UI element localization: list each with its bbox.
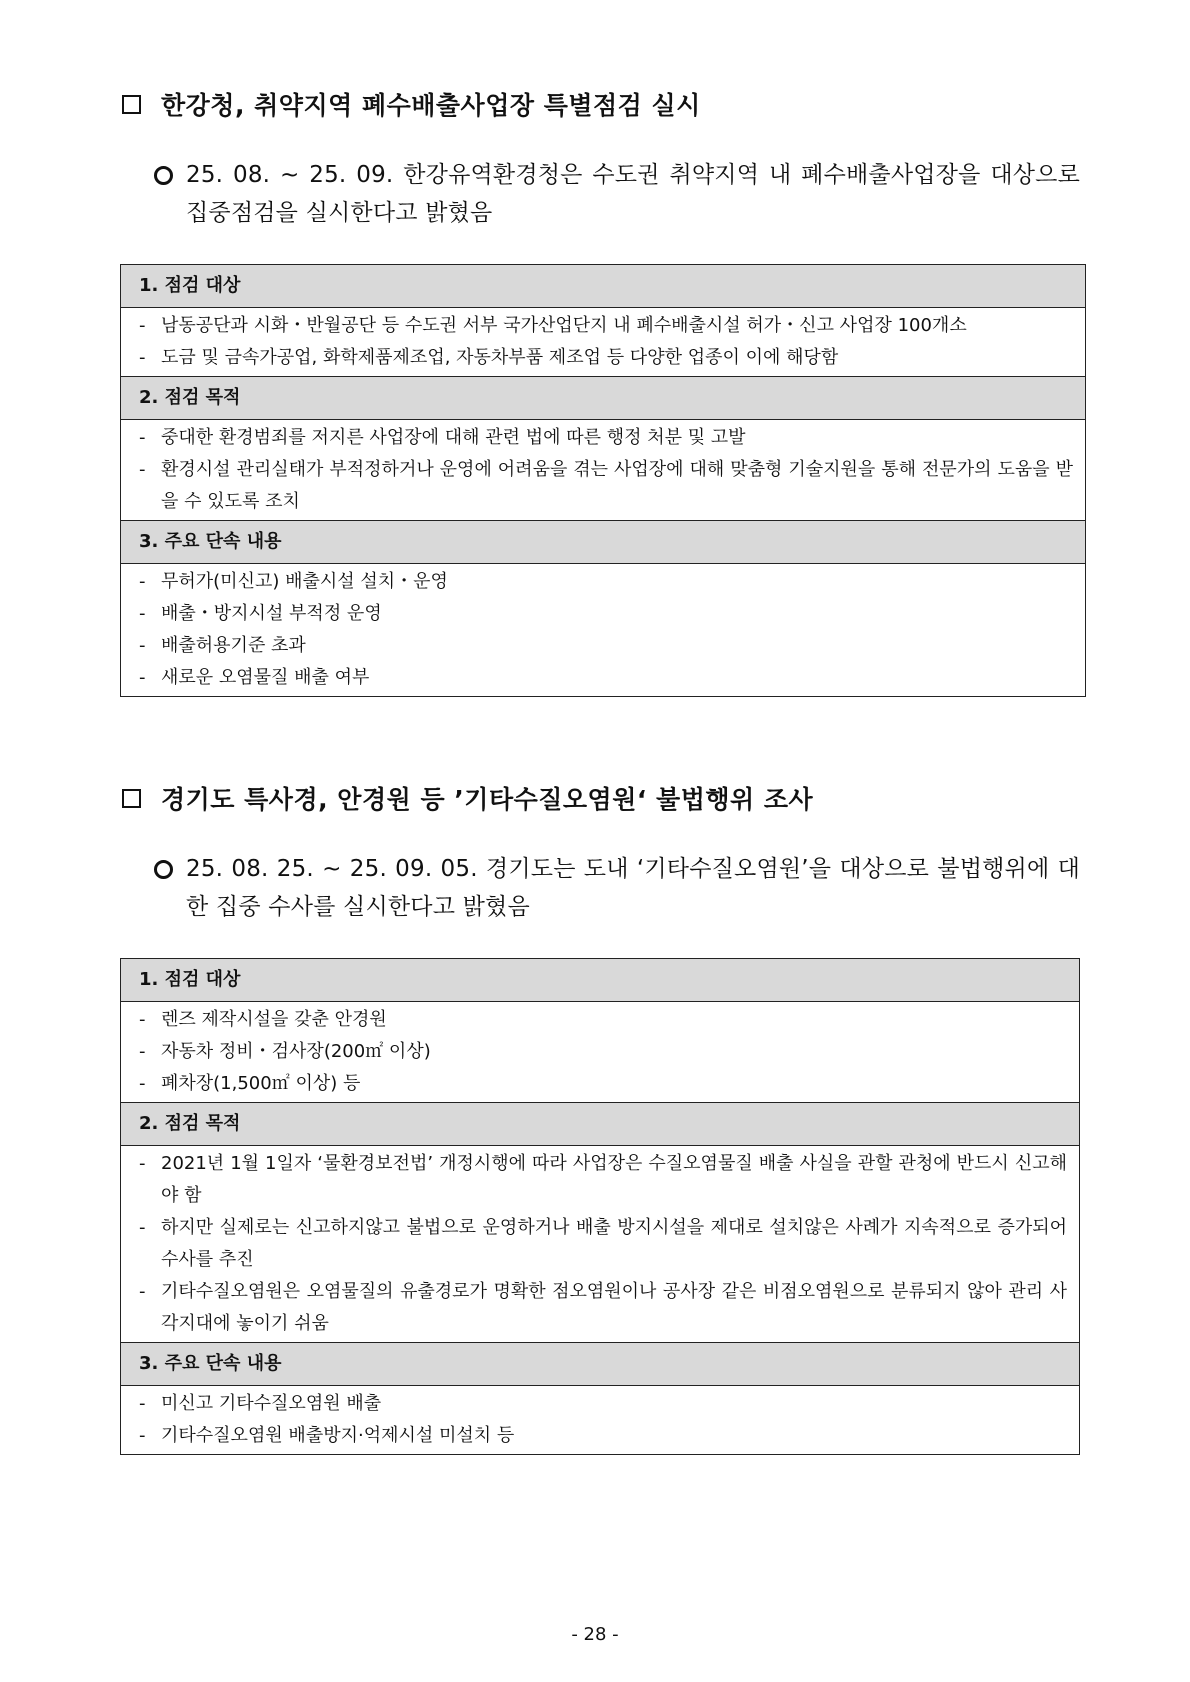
list-item: - 새로운 오염물질 배출 여부 [139, 667, 370, 688]
list-item-text: 기타수질오염원 배출방지·억제시설 미설치 등 [161, 1425, 515, 1446]
section-title [120, 84, 1080, 124]
section-title-text: 한강청, 취약지역 폐수배출사업장 특별점검 실시 [161, 91, 701, 120]
table-body-enforcement [121, 1386, 1079, 1454]
list-item: - 2021년 1월 1일자 ‘물환경보전법’ 개정시행에 따라 사업장은 수질오염물질 배출 사실을 관할 관청에 반드시 신고해야 함 [139, 1153, 1067, 1206]
list-item-text: 배출허용기준 초과 [161, 635, 306, 656]
table-body-purpose [121, 420, 1085, 521]
list-item: - 도금 및 금속가공업, 화학제품제조업, 자동차부품 제조업 등 다양한 업종이 이에 해당함 [139, 347, 839, 368]
list-item-text: 중대한 환경범죄를 저지른 사업장에 대해 관련 법에 따른 행정 처분 및 고발 [161, 427, 746, 448]
summary-text: 25. 08. 25. ~ 25. 09. 05. 경기도는 도내 ‘기타수질오염원’을 대상으로 불법행위에 대한 집중 수사를 실시한다고 밝혔음 [186, 856, 1080, 920]
table-header-enforcement: 3. 주요 단속 내용 [121, 1343, 1079, 1386]
list-item-text: 미신고 기타수질오염원 배출 [161, 1393, 382, 1414]
list-item: - 렌즈 제작시설을 갖춘 안경원 [139, 1009, 387, 1030]
list-item: - 미신고 기타수질오염원 배출 [139, 1393, 382, 1414]
table-body-enforcement [121, 564, 1085, 696]
list-item-text: 환경시설 관리실태가 부적정하거나 운영에 어려움을 겪는 사업장에 대해 맞춤형 기술지원을 통해 전문가의 도움을 받을 수 있도록 조치 [161, 459, 1073, 512]
list-item: - 기타수질오염원은 오염물질의 유출경로가 명확한 점오염원이나 공사장 같은 비점오염원으로 분류되지 않아 관리 사각지대에 놓이기 쉬움 [139, 1281, 1067, 1334]
section-summary [120, 156, 1080, 232]
circle-bullet-icon [154, 860, 173, 879]
list-item: - 환경시설 관리실태가 부적정하거나 운영에 어려움을 겪는 사업장에 대해 맞춤형 기술지원을 통해 전문가의 도움을 받을 수 있도록 조치 [139, 459, 1073, 512]
list-item: - 남동공단과 시화・반월공단 등 수도권 서부 국가산업단지 내 폐수배출시설 허가・신고 사업장 100개소 [139, 315, 967, 336]
list-item: - 폐차장(1,500㎡ 이상) 등 [139, 1073, 361, 1094]
list-item: - 무허가(미신고) 배출시설 설치・운영 [139, 571, 448, 592]
table-body-target [121, 308, 1085, 377]
circle-bullet-icon [154, 166, 173, 185]
list-item-text: 기타수질오염원은 오염물질의 유출경로가 명확한 점오염원이나 공사장 같은 비점오염원으로 분류되지 않아 관리 사각지대에 놓이기 쉬움 [161, 1281, 1067, 1334]
list-item-text: 폐차장(1,500㎡ 이상) 등 [161, 1073, 361, 1094]
list-item-text: 자동차 정비・검사장(200㎡ 이상) [161, 1041, 431, 1062]
section-hangang-inspection [120, 84, 1080, 697]
list-item-text: 배출・방지시설 부적정 운영 [161, 603, 382, 624]
table-header-purpose: 2. 점검 목적 [121, 1103, 1079, 1146]
list-item-text: 무허가(미신고) 배출시설 설치・운영 [161, 571, 448, 592]
list-item: - 배출허용기준 초과 [139, 635, 306, 656]
list-item-text: 하지만 실제로는 신고하지않고 불법으로 운영하거나 배출 방지시설을 제대로 설치않은 사례가 지속적으로 증가되어 수사를 추진 [161, 1217, 1067, 1270]
checkbox-square-icon [122, 789, 141, 808]
page-number: - 28 - [571, 1624, 619, 1645]
info-table [120, 958, 1080, 1455]
list-item-text: 도금 및 금속가공업, 화학제품제조업, 자동차부품 제조업 등 다양한 업종이 이에 해당함 [161, 347, 839, 368]
section-gyeonggi-investigation [120, 778, 1080, 1455]
table-header-purpose: 2. 점검 목적 [121, 377, 1085, 420]
table-header-target: 1. 점검 대상 [121, 265, 1085, 308]
list-item: - 하지만 실제로는 신고하지않고 불법으로 운영하거나 배출 방지시설을 제대로 설치않은 사례가 지속적으로 증가되어 수사를 추진 [139, 1217, 1067, 1270]
table-body-target [121, 1002, 1079, 1103]
info-table [120, 264, 1086, 697]
list-item-text: 남동공단과 시화・반월공단 등 수도권 서부 국가산업단지 내 폐수배출시설 허가・신고 사업장 100개소 [161, 315, 967, 336]
table-header-enforcement: 3. 주요 단속 내용 [121, 521, 1085, 564]
section-title [120, 778, 1080, 818]
table-header-target: 1. 점검 대상 [121, 959, 1079, 1002]
section-summary [120, 850, 1080, 926]
list-item-text: 렌즈 제작시설을 갖춘 안경원 [161, 1009, 387, 1030]
list-item: - 기타수질오염원 배출방지·억제시설 미설치 등 [139, 1425, 515, 1446]
list-item-text: 새로운 오염물질 배출 여부 [161, 667, 370, 688]
checkbox-square-icon [122, 95, 141, 114]
list-item: - 배출・방지시설 부적정 운영 [139, 603, 382, 624]
section-title-text: 경기도 특사경, 안경원 등 ’기타수질오염원‘ 불법행위 조사 [161, 785, 814, 814]
table-body-purpose [121, 1146, 1079, 1343]
list-item-text: 2021년 1월 1일자 ‘물환경보전법’ 개정시행에 따라 사업장은 수질오염물질 배출 사실을 관할 관청에 반드시 신고해야 함 [161, 1153, 1067, 1206]
list-item: - 중대한 환경범죄를 저지른 사업장에 대해 관련 법에 따른 행정 처분 및 고발 [139, 427, 746, 448]
list-item: - 자동차 정비・검사장(200㎡ 이상) [139, 1041, 431, 1062]
summary-text: 25. 08. ~ 25. 09. 한강유역환경청은 수도권 취약지역 내 폐수배출사업장을 대상으로 집중점검을 실시한다고 밝혔음 [186, 162, 1080, 226]
